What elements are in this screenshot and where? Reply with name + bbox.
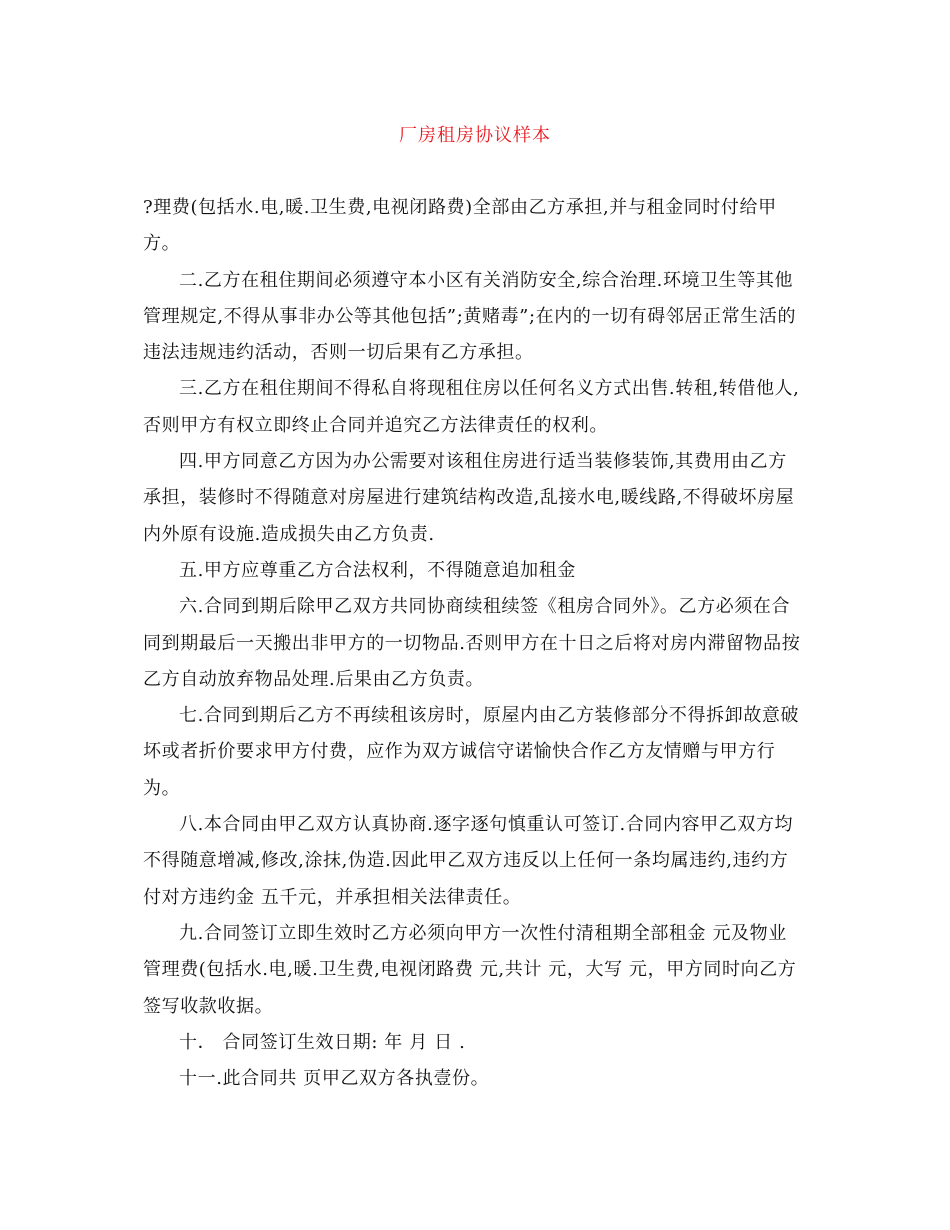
- paragraph-clause-4: 四.甲方同意乙方因为办公需要对该租住房进行适当装修装饰,其费用由乙方承担，装修时不得随意对房屋进行建筑结构改造,乱接水电,暖线路,不得破坏房屋内外原有设施.造成损失由乙方负责.: [143, 451, 795, 545]
- paragraph-fees-continued: ?理费(包括水.电,暖.卫生费,电视闭路费)全部由乙方承担,并与租金同时付给甲方。: [143, 197, 777, 255]
- paragraph-clause-2: 二.乙方在租住期间必须遵守本小区有关消防安全,综合治理.环境卫生等其他管理规定,不得从事非办公等其他包括”;黄赌毒”;在内的一切有碍邻居正常生活的违法违规违约活动，否则一切后果有乙方承担。: [143, 269, 797, 364]
- paragraph-clause-3: 三.乙方在租住期间不得私自将现租住房以任何名义方式出售.转租,转借他人,否则甲方有权立即终止合同并追究乙方法律责任的权利。: [143, 378, 800, 436]
- document-title: 厂房租房协议样本: [399, 125, 551, 146]
- paragraph-clause-7: 七.合同到期后乙方不再续租该房时，原屋内由乙方装修部分不得拆卸故意破坏或者折价要求甲方付费，应作为双方诚信守诺愉快合作乙方友情赠与甲方行为。: [143, 705, 800, 799]
- document-body: [143, 190, 803, 1097]
- paragraph-clause-10: 十． 合同签订生效日期: 年 月 日 .: [179, 1031, 466, 1053]
- paragraph-clause-11: 十一.此合同共 页甲乙双方各执壹份。: [179, 1068, 490, 1090]
- paragraph-clause-9: 九.合同签订立即生效时乙方必须向甲方一次性付清租期全部租金 元及物业管理费(包括水.电,暖.卫生费,电视闭路费 元,共计 元，大写 元，甲方同时向乙方签写收款收据。: [143, 922, 797, 1017]
- paragraph-clause-8: 八.本合同由甲乙双方认真协商.逐字逐句慎重认可签订.合同内容甲乙双方均不得随意增减,修改,涂抹,伪造.因此甲乙双方违反以上任何一条均属违约,违约方付对方违约金 五千元，并承担相关法律责任。: [143, 814, 794, 908]
- paragraph-clause-6: 六.合同到期后除甲乙双方共同协商续租续签《租房合同外》。乙方必须在合同到期最后一天搬出非甲方的一切物品.否则甲方在十日之后将对房内滞留物品按乙方自动放弃物品处理.后果由乙方负责。: [143, 596, 801, 690]
- paragraph-clause-5: 五.甲方应尊重乙方合法权利，不得随意追加租金: [179, 559, 576, 581]
